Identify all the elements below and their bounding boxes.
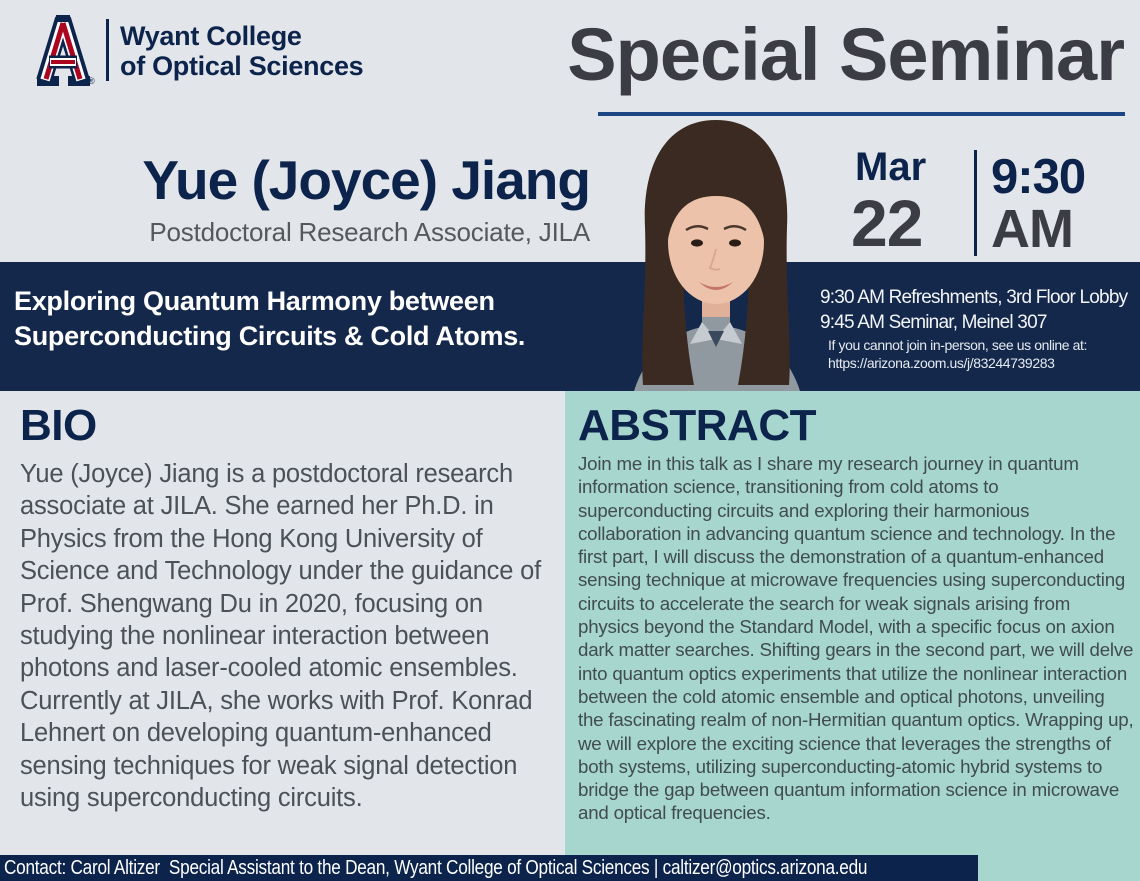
bio-heading: BIO — [20, 401, 97, 450]
event-time: 9:30 — [991, 150, 1086, 204]
college-name — [120, 21, 363, 81]
zoom-link[interactable]: https://arizona.zoom.us/j/83244739283 — [828, 355, 1055, 371]
university-of-arizona-logo — [32, 12, 94, 86]
college-name-line1: Wyant College — [120, 21, 302, 51]
talk-title-line1: Exploring Quantum Harmony between — [14, 286, 495, 316]
abstract-text: Join me in this talk as I share my research journey in quantum information science, transitioning from cold atoms to superconducting circuits and exploring their harmonious collaboration in advancing quantum science and technology. In the first part, I will discuss the demonstration of a quantum-enhanced sensing technique at microwave frequencies using superconducting circuits to accelerate the search for weak signals arising from physics beyond the Standard Model, with a specific focus on axion dark matter searches. Shifting gears in the second part, we will delve into quantum optics experiments that utilize the nonlinear interaction between the cold atomic ensemble and optical photons, unveiling the fascinating realm of non-Hermitian quantum optics. Wrapping up, we will explore the exciting science that leverages the strengths of both systems, utilizing superconducting-atomic hybrid systems to bridge the gap between quantum information science in microwave and optical frequencies. — [578, 453, 1134, 824]
talk-title-line2: Superconducting Circuits & Cold Atoms. — [14, 321, 526, 351]
speaker-name: Yue (Joyce) Jiang — [142, 149, 590, 211]
page-title: Special Seminar — [567, 13, 1124, 96]
bio-text: Yue (Joyce) Jiang is a postdoctoral research associate at JILA. She earned her Ph.D. in Physics from the Hong Kong University of Science and Technology under the guidance of Prof. Shengwang Du in 2020, focusing on studying the nonlinear interaction between photons and laser-cooled atomic ensembles. Currently at JILA, she works with Prof. Konrad Lehnert on developing quantum-enhanced sensing techniques for weak signal detection using superconducting circuits. — [20, 460, 541, 813]
abstract-heading: ABSTRACT — [578, 401, 816, 450]
contact-footer — [0, 855, 978, 881]
event-month: Mar — [855, 145, 927, 189]
event-day: 22 — [851, 186, 923, 260]
speaker-block — [0, 150, 590, 248]
college-name-line2: of Optical Sciences — [120, 51, 364, 81]
event-schedule — [820, 285, 1127, 335]
registered-trademark: ® — [88, 76, 95, 86]
portrait-eye-left — [691, 239, 703, 246]
datetime-divider — [974, 150, 977, 256]
schedule-refreshments: 9:30 AM Refreshments, 3rd Floor Lobby — [820, 287, 1128, 308]
speaker-affiliation: Postdoctoral Research Associate, JILA — [149, 216, 590, 247]
bio-section — [0, 391, 565, 855]
talk-title — [14, 284, 525, 354]
abstract-section — [565, 391, 1140, 881]
online-note-text: If you cannot join in-person, see us online at: — [828, 337, 1088, 353]
portrait-eye-right — [729, 239, 741, 246]
talk-banner — [0, 262, 1140, 391]
brand-divider — [106, 19, 109, 81]
schedule-seminar: 9:45 AM Seminar, Meinel 307 — [820, 312, 1047, 333]
speaker-portrait — [598, 117, 842, 391]
event-meridiem: AM — [991, 199, 1073, 259]
online-note — [828, 336, 1087, 372]
contact-footer-text: Contact: Carol Altizer Special Assistant to the Dean, Wyant College of Optical Sciences | caltizer@optics.arizona.edu — [4, 857, 868, 879]
title-underline — [598, 112, 1125, 116]
